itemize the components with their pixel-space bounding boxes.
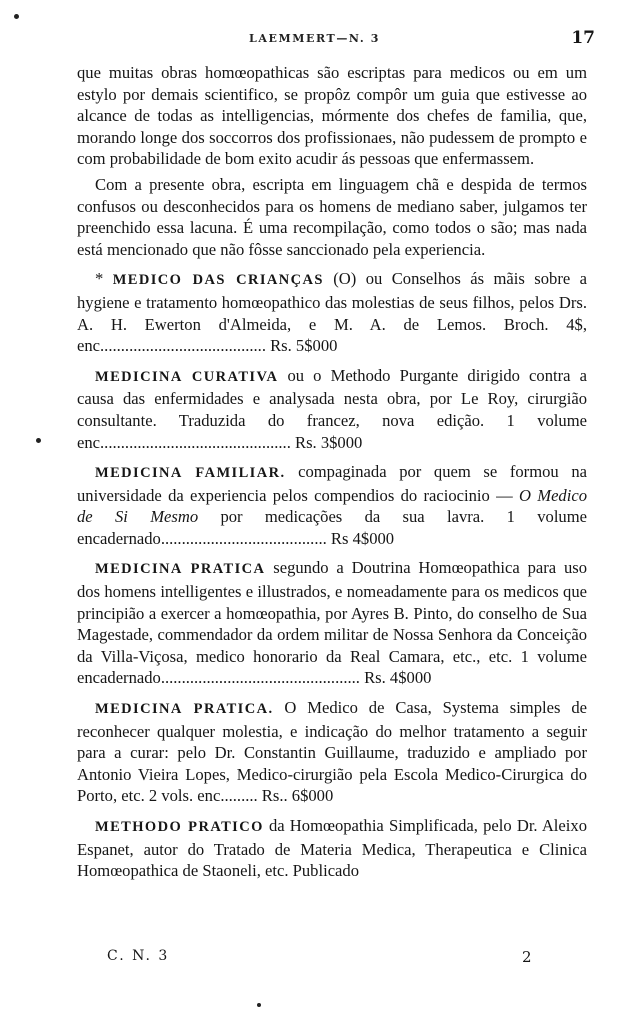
page-footer [0,948,629,970]
entry-title: MEDICO DAS CRIANÇAS [112,272,324,289]
page-number: 17 [571,28,595,48]
running-head: LAEMMERT—N. 3 [249,32,380,45]
ink-mark [257,1003,261,1007]
catalog-entry [77,268,587,356]
entry-title: MEDICINA FAMILIAR. [95,465,286,482]
catalog-entry [77,815,587,882]
entry-title: METHODO PRATICO [95,819,264,835]
catalog-entry [77,697,587,807]
ink-mark [14,14,19,19]
ink-mark [36,438,41,443]
paragraph: que muitas obras homœopathicas são escriptas para medicos ou em um estylo por demais scientifico, se propôz compôr um guia que estivesse ao alcance de todas as intelligencias, mórmente dos chefes de familia, que, morando longe dos soccorros dos profissionaes, não pudessem de prompto e com probabilidade de bom exito acudir ás pessoas que enfermassem. [77,63,587,169]
page-body [77,62,587,882]
entry-body: por medicações da sua lavra. 1 volume encadernado........................................ Rs 4$000 [77,507,587,548]
sheet-number: 2 [522,948,532,966]
entry-body: O Medico de Casa, Systema simples de reconhecer qualquer molestia, e indicação do melhor tratamento a seguir para a curar: pelo Dr. Constantin Guillaume, traduzido e ampliado por Antonio Vieira Lopes, Medico-cirurgião pela Escola Medico-Cirurgica do Porto, etc. 2 vols. enc......... Rs.. 6$000 [77,698,587,806]
entry-title: MEDICINA PRATICA. [95,701,274,718]
entry-italic-title: O Medico de Si Mesmo [77,485,587,527]
entry-body: da Homœopathia Simplificada, pelo Dr. Aleixo Espanet, autor do Tratado de Materia Medica, Therapeutica e Clinica Homœopathica de Staoneli, etc. Publicado [77,816,587,881]
entry-title: MEDICINA CURATIVA [95,368,279,385]
entry-body: (O) ou Conselhos ás mãis sobre a hygiene e tratamento homœopathico das molestias de seus filhos, pelos Drs. A. H. Ewerton d'Almeida, e M. A. de Lemos. Broch. 4$, enc........................................ Rs. 5$000 [77,269,587,356]
catalog-entry [77,557,587,689]
entry-body: compaginada por quem se formou na universidade da experiencia pelos compendios do raciocinio — [77,462,587,505]
printer-signature: C. N. 3 [107,948,170,964]
entry-body: ou o Methodo Purgante dirigido contra a causa das enfermidades e analysada nesta obra, por Le Roy, cirurgião consultante. Traduzida do francez, nova edição. 1 volume enc.............................................. Rs. 3$000 [77,365,587,452]
page-header [0,30,629,52]
catalog-entry [77,365,587,453]
entry-title: MEDICINA PRATICA [95,561,266,578]
paragraph: Com a presente obra, escripta em linguagem chã e despida de termos confusos ou desconhecidos para os homens de mediano saber, julgamos ter preenchido essa lacuna. É uma recompilação, como todos o são; mas nada está mencionado que não fôsse sanccionado pela experiencia. [77,174,587,259]
catalog-entry [77,461,587,549]
entry-body: segundo a Doutrina Homœopathica para uso dos homens intelligentes e illustrados, e nomeadamente para os medicos que principião a exercer a homœopathia, por Ayres B. Pinto, do conselho de Sua Magestade, commendador da ordem militar de Nossa Senhora da Conceição da Villa-Viçosa, medico honorario da Real Camara, etc., etc. 1 volume encadernado................................................ Rs. 4$000 [77,558,588,688]
entry-marker: * [95,269,113,289]
